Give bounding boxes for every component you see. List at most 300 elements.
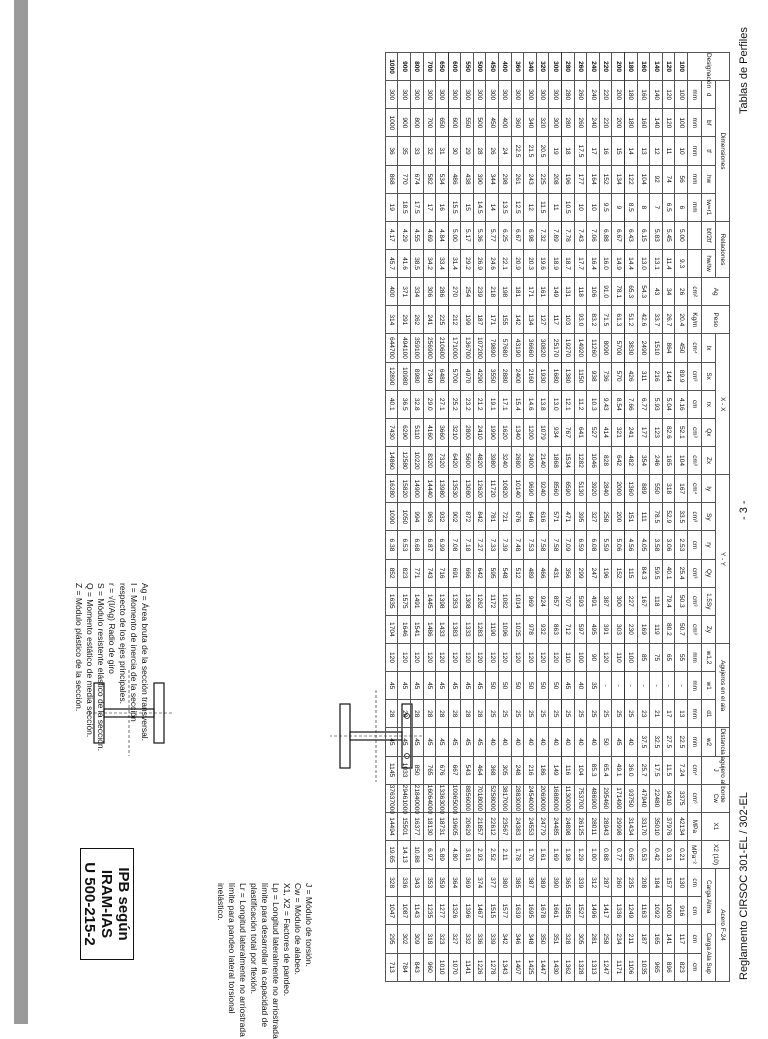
table-cell: 1661 — [549, 897, 562, 925]
table-cell: 37976 — [662, 812, 675, 840]
table-cell: 16064000 — [423, 784, 436, 812]
table-cell: 140 — [650, 109, 663, 137]
table-cell: 14.6 — [524, 390, 537, 418]
table-cell: 20629 — [461, 812, 474, 840]
table-cell: 6290 — [398, 418, 411, 446]
table-cell: 916 — [675, 897, 688, 925]
table-cell: 29998 — [612, 812, 625, 840]
row-designation: 550 — [461, 53, 474, 81]
table-cell: 300 — [486, 81, 499, 109]
table-cell: 4160 — [423, 418, 436, 446]
table-cell: 40.1 — [385, 390, 398, 418]
table-cell: 5700 — [612, 334, 625, 362]
table-row — [473, 53, 486, 982]
table-cell: 149 — [549, 756, 562, 784]
header-unit: mm — [688, 165, 702, 193]
table-cell: 45 — [398, 672, 411, 700]
table-cell: 784 — [398, 953, 411, 982]
table-cell: 120 — [662, 81, 675, 109]
table-cell: 15.4 — [511, 390, 524, 418]
table-row — [524, 53, 537, 982]
table-cell: 300 — [536, 81, 549, 109]
table-cell: 527 — [587, 418, 600, 446]
table-cell: 120 — [662, 109, 675, 137]
table-cell: 40 — [499, 728, 512, 756]
table-cell: 721 — [499, 503, 512, 531]
table-cell: 169 — [637, 615, 650, 643]
table-cell: 1990 — [486, 418, 499, 446]
header-unit: cm³ — [688, 503, 702, 531]
table-cell: 4820 — [473, 446, 486, 474]
table-cell: 318 — [662, 475, 675, 503]
table-cell: 246 — [650, 446, 663, 474]
table-cell: 3210 — [448, 418, 461, 446]
table-cell: 180 — [625, 81, 638, 109]
table-cell: 25 — [612, 700, 625, 728]
table-cell: 6.25 — [499, 221, 512, 249]
table-cell: 7.39 — [499, 531, 512, 559]
table-cell: 676 — [436, 756, 449, 784]
table-cell: 83.2 — [587, 306, 600, 334]
table-cell: 1340 — [511, 418, 524, 446]
row-designation: 120 — [662, 53, 675, 81]
table-cell: 300 — [549, 81, 562, 109]
table-cell: 4290 — [473, 362, 486, 390]
table-cell: 365 — [562, 869, 575, 897]
table-cell: 45 — [562, 672, 575, 700]
table-cell: 50.3 — [675, 587, 688, 615]
table-cell: 712 — [562, 615, 575, 643]
table-cell: 36.5 — [398, 390, 411, 418]
table-cell: 45 — [448, 672, 461, 700]
table-cell: 1447 — [536, 953, 549, 982]
table-cell: 149 — [549, 278, 562, 306]
table-cell: 51.2 — [625, 306, 638, 334]
row-designation: 320 — [536, 53, 549, 81]
table-cell: 1360 — [625, 475, 638, 503]
table-cell: 25 — [499, 700, 512, 728]
table-cell: 104 — [637, 165, 650, 193]
table-cell: 59.5 — [650, 559, 663, 587]
table-cell: 4.55 — [410, 221, 423, 249]
table-cell: 18130 — [423, 812, 436, 840]
table-cell: 117 — [675, 925, 688, 953]
table-cell: 327 — [448, 925, 461, 953]
table-cell: 1486 — [423, 615, 436, 643]
table-cell: 336 — [473, 925, 486, 953]
table-cell: 305 — [499, 756, 512, 784]
row-designation: 200 — [612, 53, 625, 81]
table-cell: 14.5 — [473, 193, 486, 221]
table-cell: 642 — [612, 446, 625, 474]
table-cell: 300 — [410, 81, 423, 109]
table-cell: 13.5 — [499, 193, 512, 221]
table-cell: 0.42 — [650, 840, 663, 868]
table-cell: 6.15 — [637, 221, 650, 249]
table-cell: 31 — [436, 137, 449, 165]
row-designation: 160 — [637, 53, 650, 81]
table-cell: 7320 — [436, 446, 449, 474]
row-designation: 260 — [574, 53, 587, 81]
table-cell: 25 — [486, 700, 499, 728]
table-cell: 216 — [524, 756, 537, 784]
table-cell: 212 — [448, 306, 461, 334]
table-cell: 25 — [524, 700, 537, 728]
table-cell: 3980 — [486, 446, 499, 474]
table-cell: 0.31 — [662, 840, 675, 868]
table-cell: 550 — [461, 109, 474, 137]
table-cell: 4.69 — [423, 221, 436, 249]
table-cell: 616 — [536, 503, 549, 531]
table-cell: 261 — [511, 165, 524, 193]
table-cell: 29461000 — [398, 784, 411, 812]
table-cell: 471 — [562, 503, 575, 531]
header-col: Sx — [702, 362, 716, 390]
table-cell: 7.78 — [562, 221, 575, 249]
table-cell: 1143 — [410, 897, 423, 925]
header-unit: cm³ — [688, 362, 702, 390]
table-row — [675, 53, 688, 982]
table-cell: 28 — [385, 700, 398, 728]
table-cell: 2.53 — [675, 531, 688, 559]
table-cell: 295 — [385, 925, 398, 953]
header-unit — [688, 249, 702, 277]
table-cell: 225 — [436, 306, 449, 334]
table-cell: 165 — [650, 925, 663, 953]
table-cell: 1171 — [612, 953, 625, 982]
table-cell: 19.65 — [385, 840, 398, 868]
row-designation: 340 — [524, 53, 537, 81]
table-cell: 800 — [410, 109, 423, 137]
legend-left-line: S = Módulo resistente elástico de la sección. — [96, 583, 106, 751]
table-cell: 863 — [549, 615, 562, 643]
table-cell: 120 — [423, 643, 436, 671]
header-unit: cm — [688, 531, 702, 559]
table-cell: 26125 — [574, 812, 587, 840]
header-x2: X2 (10) — [702, 840, 730, 868]
header-col: Qy — [702, 559, 716, 587]
table-cell: 11.4 — [662, 249, 675, 277]
table-cell: 40 — [486, 728, 499, 756]
table-cell: 24485 — [549, 812, 562, 840]
table-cell: 17.7 — [574, 249, 587, 277]
table-cell: 5.36 — [473, 221, 486, 249]
table-row — [423, 53, 436, 982]
table-cell: 50 — [511, 672, 524, 700]
header-col: bf/2tf — [702, 221, 716, 249]
table-cell: 1680 — [549, 362, 562, 390]
table-cell: 40 — [549, 728, 562, 756]
table-cell: 33170 — [637, 812, 650, 840]
table-cell: 978 — [524, 615, 537, 643]
table-cell: 512 — [511, 559, 524, 587]
table-cell: 642 — [473, 559, 486, 587]
table-cell: 5110 — [410, 418, 423, 446]
table-cell: 171 — [524, 278, 537, 306]
header-col: w1,2 — [702, 643, 716, 671]
table-cell: 7.08 — [448, 531, 461, 559]
table-cell: 707 — [562, 587, 575, 615]
table-cell: 234 — [612, 925, 625, 953]
table-cell: 13 — [637, 137, 650, 165]
table-cell: 1079 — [536, 418, 549, 446]
table-cell: 6.53 — [398, 531, 411, 559]
table-cell: 32 — [423, 137, 436, 165]
table-cell: 1620 — [499, 418, 512, 446]
table-cell: 305 — [574, 925, 587, 953]
legend-right-line: X1, X2 = Factores de pandeo. — [282, 883, 292, 997]
table-cell: 1082 — [499, 587, 512, 615]
table-cell: 0.21 — [675, 840, 688, 868]
table-cell: 120 — [410, 643, 423, 671]
table-cell: 21.2 — [473, 390, 486, 418]
table-cell: 254 — [461, 278, 474, 306]
table-cell: 371 — [398, 278, 411, 306]
table-cell: 300 — [511, 81, 524, 109]
table-cell: 16.4 — [587, 249, 600, 277]
table-cell: 248 — [511, 756, 524, 784]
table-cell: 781 — [486, 503, 499, 531]
header-unit: Kg/m — [688, 306, 702, 334]
table-cell: 328 — [385, 869, 398, 897]
table-cell: 24383 — [511, 812, 524, 840]
table-cell: 40 — [625, 728, 638, 756]
table-cell: 50.7 — [675, 615, 688, 643]
table-cell: 1070 — [448, 953, 461, 982]
table-cell: 10.3 — [587, 390, 600, 418]
header-col: Iy — [702, 475, 716, 503]
table-cell: 45 — [448, 728, 461, 756]
table-cell: 20.5 — [536, 137, 549, 165]
table-cell: 391 — [599, 615, 612, 643]
table-cell: 54.3 — [637, 278, 650, 306]
table-cell: 115 — [625, 559, 638, 587]
table-cell: 857 — [549, 587, 562, 615]
row-designation: 140 — [650, 53, 663, 81]
table-cell: 1585 — [562, 897, 575, 925]
table-cell: 872 — [461, 503, 474, 531]
table-cell: 323 — [436, 925, 449, 953]
table-cell: 151 — [625, 503, 638, 531]
header-unit: cm³ — [688, 615, 702, 643]
table-cell: 164 — [587, 165, 600, 193]
table-cell: 1050 — [398, 503, 411, 531]
header-col: hw — [702, 165, 716, 193]
table-cell: 26 — [675, 278, 688, 306]
table-cell: 302 — [398, 925, 411, 953]
table-cell: 1090 — [385, 503, 398, 531]
table-cell: 20.3 — [524, 249, 537, 277]
table-cell: 314 — [385, 306, 398, 334]
table-cell: 7.33 — [486, 531, 499, 559]
table-cell: 2140 — [536, 446, 549, 474]
table-cell: 318 — [423, 925, 436, 953]
table-cell: 61.3 — [612, 306, 625, 334]
row-designation: 450 — [486, 53, 499, 81]
table-cell: 9410 — [662, 784, 675, 812]
table-cell: 27.1 — [436, 390, 449, 418]
table-cell: 4.80 — [448, 840, 461, 868]
table-cell: 141 — [662, 925, 675, 953]
table-cell: 843 — [410, 953, 423, 982]
table-cell: 12 — [650, 137, 663, 165]
header-dimensiones: Dimensiones — [716, 81, 730, 222]
table-cell: 864 — [662, 334, 675, 362]
table-cell: 18731 — [436, 812, 449, 840]
header-unit: cm³ — [688, 418, 702, 446]
header-peso: Peso — [702, 306, 730, 334]
table-cell: 353 — [423, 869, 436, 897]
header-xx: X - X — [716, 334, 730, 475]
header-unit: cm³ — [688, 587, 702, 615]
table-cell: 743 — [423, 559, 436, 587]
table-cell: 6.67 — [612, 221, 625, 249]
table-cell: 1635 — [385, 587, 398, 615]
table-cell: 489 — [524, 559, 537, 587]
table-cell: 300 — [448, 81, 461, 109]
row-designation: 100 — [675, 53, 688, 81]
table-cell: 6.97 — [423, 840, 436, 868]
header-ag: Ag — [702, 278, 730, 306]
table-cell: 26 — [486, 137, 499, 165]
table-cell: 220 — [599, 81, 612, 109]
table-cell: 7.06 — [587, 221, 600, 249]
table-cell: 119 — [650, 615, 663, 643]
table-cell: 120 — [461, 643, 474, 671]
table-cell: 40 — [587, 728, 600, 756]
table-cell: 1141 — [461, 953, 474, 982]
table-cell: 2880 — [499, 362, 512, 390]
table-cell: 1150 — [574, 362, 587, 390]
table-cell: 17 — [587, 137, 600, 165]
table-cell: 7.43 — [574, 221, 587, 249]
table-cell: 328 — [562, 925, 575, 953]
table-cell: 1283 — [473, 615, 486, 643]
header-acero: Acero F-24 — [716, 869, 730, 982]
table-cell: 300 — [461, 81, 474, 109]
table-cell: 29 — [461, 137, 474, 165]
table-cell: 18.5 — [398, 193, 411, 221]
table-cell: 122 — [625, 165, 638, 193]
table-cell: 354 — [637, 446, 650, 474]
table-cell: 180 — [625, 109, 638, 137]
table-cell: 9.3 — [675, 249, 688, 277]
header-cw: Cw — [702, 784, 730, 812]
header-distancia: Distancia agujero al borde — [716, 728, 730, 756]
table-cell: 368 — [486, 756, 499, 784]
table-cell: 6590 — [562, 475, 575, 503]
table-cell: 78.5 — [650, 503, 663, 531]
table-cell: 1010 — [436, 953, 449, 982]
table-cell: 8320 — [423, 446, 436, 474]
table-cell: 311 — [637, 362, 650, 390]
table-cell: 650 — [436, 109, 449, 137]
table-cell: 2000 — [612, 475, 625, 503]
table-cell: 7.58 — [536, 531, 549, 559]
table-cell: 171 — [486, 306, 499, 334]
table-cell: 600 — [448, 109, 461, 137]
table-cell: 13980 — [436, 475, 449, 503]
table-cell: 225 — [536, 165, 549, 193]
table-cell: 117 — [549, 306, 562, 334]
table-cell: 33 — [410, 137, 423, 165]
table-cell: 300 — [385, 81, 398, 109]
table-cell: 258 — [599, 925, 612, 953]
table-cell: 10140 — [511, 475, 524, 503]
table-cell: 262 — [410, 306, 423, 334]
table-cell: 312 — [587, 869, 600, 897]
table-cell: 902 — [448, 503, 461, 531]
table-cell: 18.9 — [549, 249, 562, 277]
table-cell: - — [612, 672, 625, 700]
table-cell: 348 — [524, 925, 537, 953]
table-cell: 45 — [436, 728, 449, 756]
table-cell: 7.27 — [473, 531, 486, 559]
table-row — [662, 53, 675, 982]
table-cell: 1527 — [574, 897, 587, 925]
table-cell: 1510 — [650, 334, 663, 362]
table-cell: 1035 — [637, 953, 650, 982]
header-col: hw/tw — [702, 249, 716, 277]
table-cell: 12 — [524, 193, 537, 221]
header-col: tw=r1 — [702, 193, 716, 221]
table-cell: 36660 — [524, 334, 537, 362]
table-cell: 571 — [549, 503, 562, 531]
table-cell: 842 — [473, 503, 486, 531]
table-cell: 1575 — [398, 587, 411, 615]
table-cell: 4.17 — [385, 221, 398, 249]
header-unit: MPa — [688, 812, 702, 840]
table-cell: 218 — [486, 278, 499, 306]
table-cell: 359100 — [410, 334, 423, 362]
footer-page-number: - 3 - — [738, 500, 750, 520]
table-cell: 1407 — [511, 953, 524, 982]
table-cell: 25 — [536, 700, 549, 728]
table-cell: 19 — [385, 193, 398, 221]
table-cell: 350 — [536, 925, 549, 953]
table-cell: 1704 — [385, 615, 398, 643]
table-cell: 40 — [524, 728, 537, 756]
table-cell: - — [637, 672, 650, 700]
table-cell: 239 — [473, 278, 486, 306]
table-cell: 31.4 — [448, 249, 461, 277]
table-cell: 10965000 — [448, 784, 461, 812]
table-row — [511, 53, 524, 982]
table-cell: 11720 — [486, 475, 499, 503]
legend-left-line: r = √(I/Ag) Radio de giro — [107, 583, 117, 674]
table-cell: 6.87 — [423, 531, 436, 559]
header-col: Qx — [702, 418, 716, 446]
table-cell: 161 — [536, 278, 549, 306]
table-cell: 107200 — [473, 334, 486, 362]
table-cell: 28 — [423, 700, 436, 728]
table-cell: 100 — [675, 81, 688, 109]
table-cell: 486 — [448, 165, 461, 193]
table-cell: 260 — [612, 869, 625, 897]
table-cell: 230 — [625, 615, 638, 643]
table-cell: 106 — [587, 278, 600, 306]
table-cell: 25 — [574, 700, 587, 728]
table-cell: 120 — [385, 643, 398, 671]
table-cell: 14.9 — [612, 249, 625, 277]
table-cell: 14860 — [385, 446, 398, 474]
table-cell: 736 — [599, 362, 612, 390]
table-cell: 374 — [473, 869, 486, 897]
table-cell: 641 — [574, 418, 587, 446]
table-cell: 7.18 — [461, 531, 474, 559]
table-cell: 19.1 — [486, 390, 499, 418]
table-cell: 10 — [574, 193, 587, 221]
